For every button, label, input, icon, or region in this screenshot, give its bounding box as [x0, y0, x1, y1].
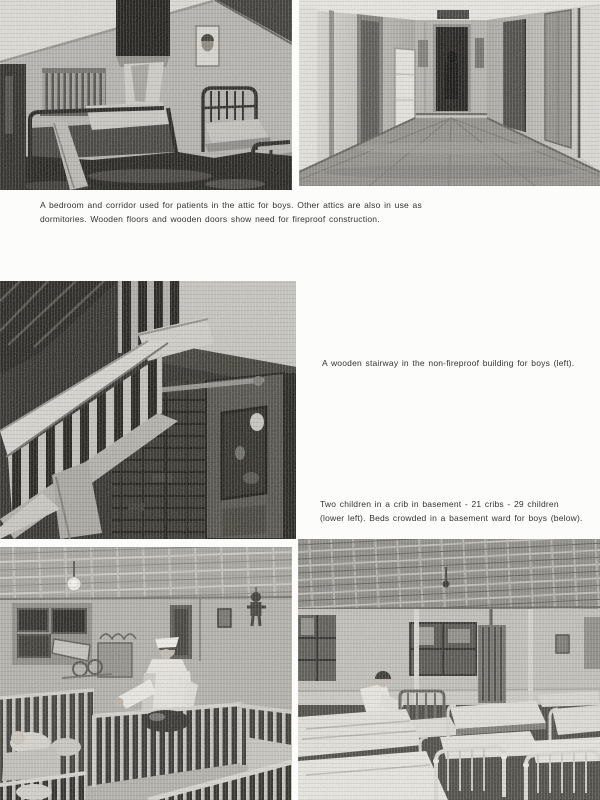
basement-ward-illustration — [298, 539, 600, 800]
caption-stairway — [322, 356, 574, 370]
basement-cribs-illustration — [0, 547, 292, 800]
attic-bedroom-photo — [0, 0, 292, 190]
wooden-stairway-illustration — [0, 281, 296, 539]
caption-stairway-line-1: A wooden stairway in the non-fireproof building for boys (left). — [322, 358, 575, 368]
caption-attic — [40, 198, 422, 226]
attic-corridor-illustration — [299, 0, 600, 186]
caption-basement-line-1: Two children in a crib in basement - 21 cribs - 29 children — [320, 499, 559, 509]
attic-bedroom-illustration — [0, 0, 292, 190]
caption-attic-line-2: dormitories. Wooden floors and wooden doors show need for fireproof construction. — [40, 214, 380, 224]
caption-basement-line-2: (lower left). Beds crowded in a basement ward for boys (below). — [320, 513, 583, 523]
caption-attic-line-1: A bedroom and corridor used for patients in the attic for boys. Other attics are also in use as — [40, 200, 422, 210]
attic-corridor-photo — [299, 0, 600, 186]
basement-ward-photo — [298, 539, 600, 800]
basement-cribs-photo — [0, 547, 292, 800]
wooden-stairway-photo — [0, 281, 296, 539]
caption-basement — [320, 497, 583, 525]
